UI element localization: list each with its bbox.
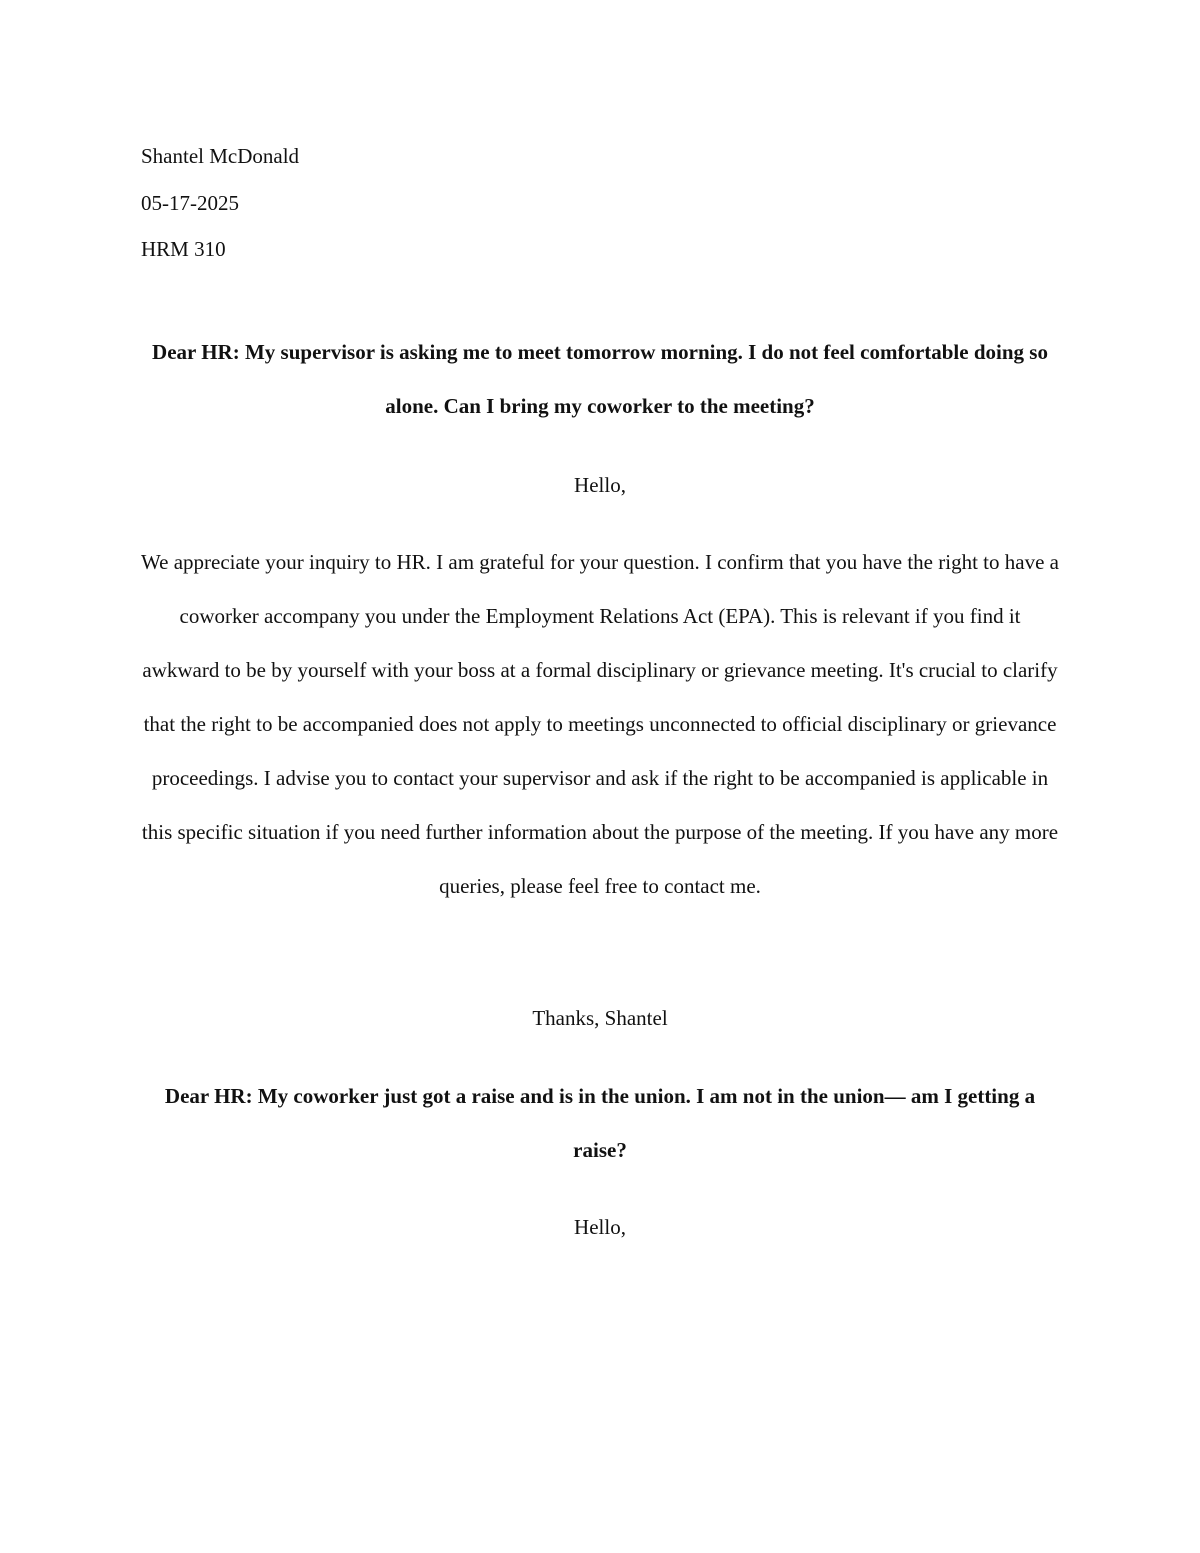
author-name: Shantel McDonald [141,144,300,168]
response-paragraph-1: We appreciate your inquiry to HR. I am grateful for your question. I confirm that you have the right to have a coworker accompany you under the Employment Relations Act (EPA). This is relevant if you find it awkward to be by yourself with your boss at a formal disciplinary or grievance meeting. It's crucial to clarify that the right to be accompanied does not apply to meetings unconnected to official disciplinary or grievance proceedings. I advise you to contact your supervisor and ask if the right to be accompanied is applicable in this specific situation if you need further information about the purpose of the meeting. If you have any more queries, please feel free to contact me. [141,550,1059,898]
question-heading-1: Dear HR: My supervisor is asking me to meet tomorrow morning. I do not feel comfortable doing so alone. Can I bring my coworker to the meeting? [152,340,1048,418]
greeting-1: Hello, [574,473,626,497]
greeting-2: Hello, [574,1215,626,1239]
course-code: HRM 310 [141,237,226,261]
document-date: 05-17-2025 [141,191,239,215]
question-heading-2: Dear HR: My coworker just got a raise and is in the union. I am not in the union— am I getting a raise? [164,1084,1036,1162]
signoff-1: Thanks, Shantel [532,1006,668,1030]
